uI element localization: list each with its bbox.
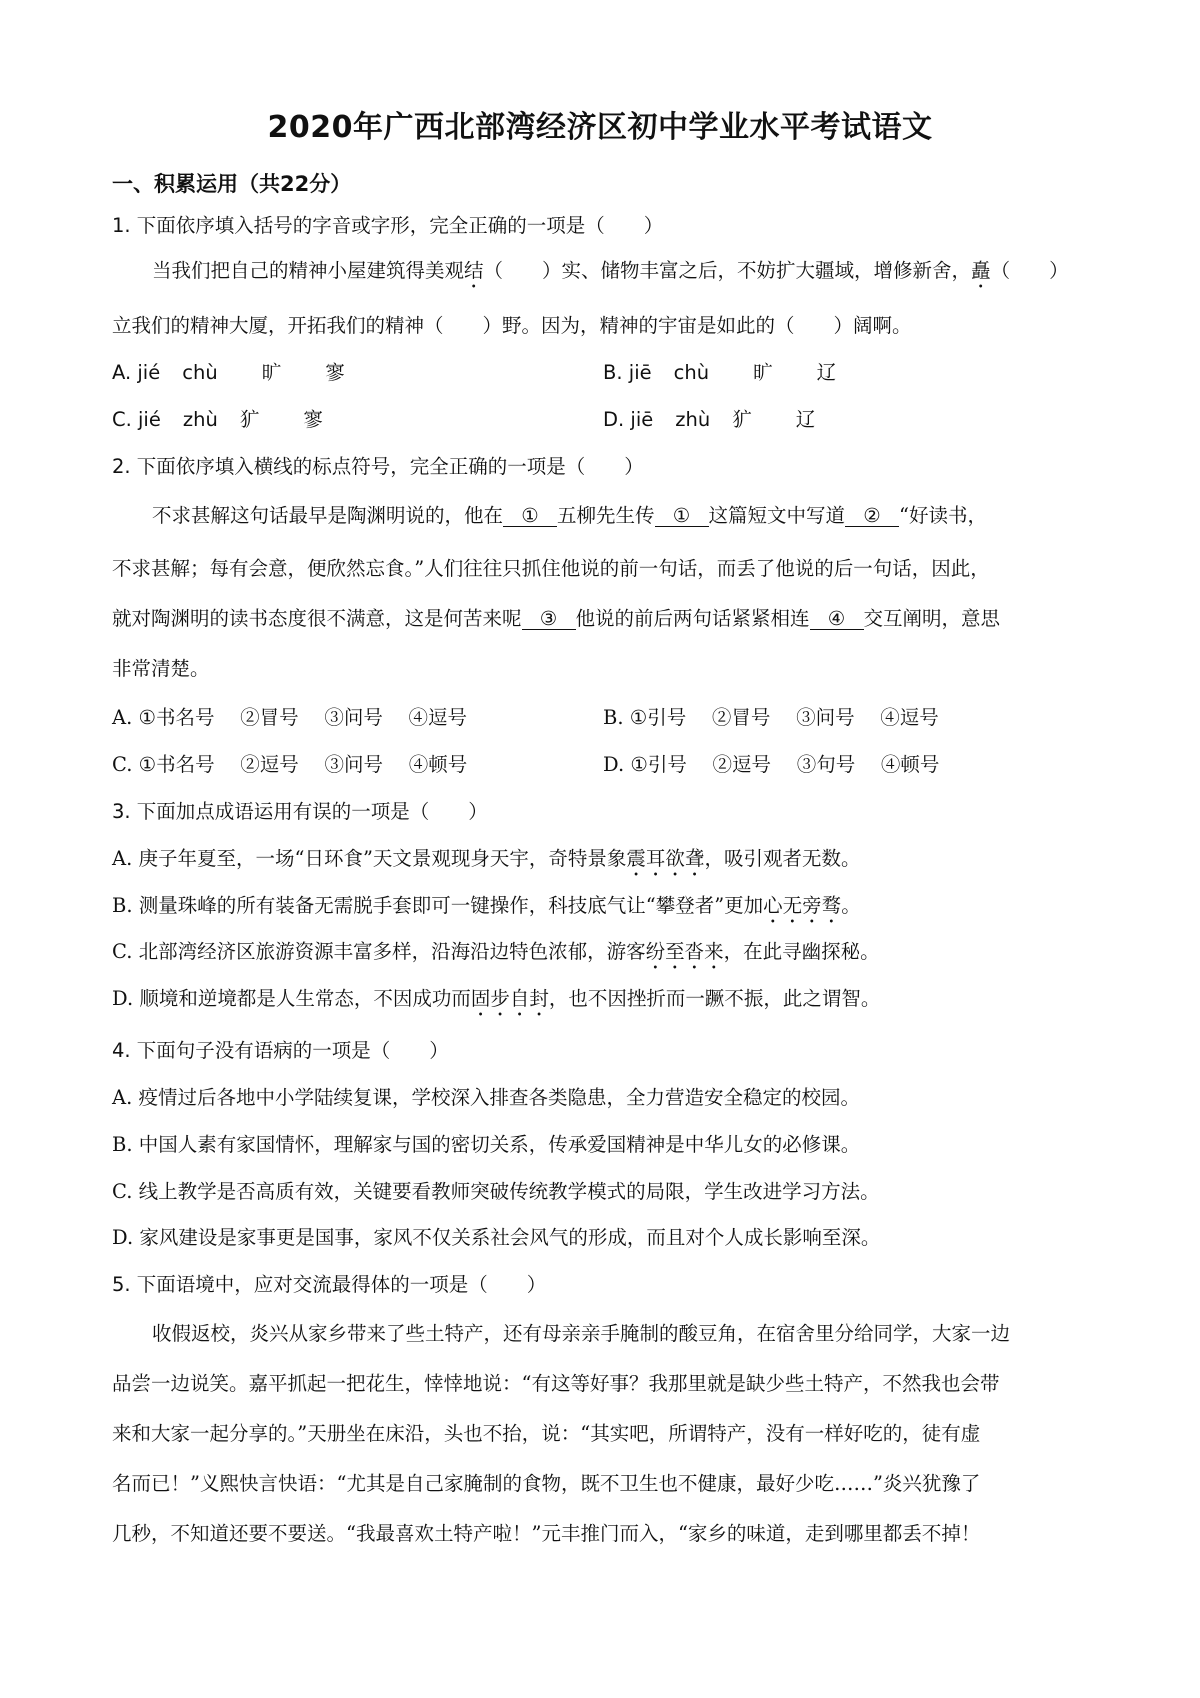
q1-option-d (603, 404, 815, 432)
dotted-idiom: 纷至沓来 (645, 940, 724, 963)
q4-stem: 4. 下面句子没有语病的一项是（ ） (112, 1039, 449, 1062)
option-text: A. 庚子年夏至，一场“日环食”天文景观现身天宇，奇特景象 (112, 847, 627, 870)
blank-1: ① (503, 505, 557, 527)
option-pinyin-2: zhù (182, 408, 218, 431)
q2-option-c: C. ①书名号 ②逗号 ③问号 ④顿号 (112, 753, 468, 776)
q1-stem: 1. 下面依序填入括号的字音或字形，完全正确的一项是（ ） (112, 214, 664, 237)
option-char-1: 旷 (753, 361, 773, 384)
q3-stem: 3. 下面加点成语运用有误的一项是（ ） (112, 800, 488, 823)
option-pinyin-1: B. jiē (603, 361, 652, 384)
q1-passage-text: （ ） (990, 259, 1069, 282)
option-text: 。 (841, 894, 861, 917)
option-pinyin-2: zhù (675, 408, 711, 431)
q1-dotted-char-2: 矗 (971, 259, 991, 282)
q3-option-b (112, 890, 861, 928)
q1-option-c (112, 404, 323, 432)
q5-stem: 5. 下面语境中，应对交流最得体的一项是（ ） (112, 1273, 547, 1296)
blank-1b: ① (655, 505, 709, 527)
q2-option-b: B. ①引号 ②冒号 ③问号 ④逗号 (603, 706, 939, 729)
q2-passage-line-1 (152, 500, 987, 528)
option-char-1: 犷 (239, 408, 260, 431)
q4-option-a: A. 疫情过后各地中小学陆续复课，学校深入排查各类隐患，全力营造安全稳定的校园。 (112, 1086, 860, 1109)
q2-option-d: D. ①引号 ②逗号 ③句号 ④顿号 (603, 753, 940, 776)
q1-passage-text: 当我们把自己的精神小屋建筑得美观 (152, 259, 465, 282)
q2-option-a: A. ①书名号 ②冒号 ③问号 ④逗号 (112, 706, 468, 729)
option-text: ，也不因挫折而一蹶不振，此之谓智。 (548, 987, 881, 1010)
option-text: ，吸引观者无数。 (704, 847, 861, 870)
q2-stem: 2. 下面依序填入横线的标点符号，完全正确的一项是（ ） (112, 455, 644, 478)
option-text: ，在此寻幽探秘。 (723, 940, 880, 963)
q2-passage-line-2: 不求甚解；每有会意，便欣然忘食。”人们往往只抓住他说的前一句话，而丢了他说的后一句话，因此， (112, 557, 990, 580)
q5-passage-line-2: 品尝一边说笑。嘉平抓起一把花生，悻悻地说：“有这等好事？我那里就是缺少些土特产，不然我也会带 (112, 1372, 1000, 1395)
q2-passage-text: 他说的前后两句话紧紧相连 (575, 607, 810, 630)
section-heading: 一、积累运用（共22分） (112, 172, 352, 196)
q1-passage-line-2: 立我们的精神大厦，开拓我们的精神（ ）野。因为，精神的宇宙是如此的（ ）阔啊。 (112, 314, 912, 337)
q1-passage-text: （ ）实、储物丰富之后，不妨扩大疆域，增修新舍， (483, 259, 972, 282)
option-pinyin-1: A. jié (112, 361, 161, 384)
q2-passage-text: “好读书， (899, 504, 988, 527)
dotted-idiom: 心无旁骛 (763, 894, 842, 917)
option-text: D. 顺境和逆境都是人生常态，不因成功而 (112, 987, 471, 1010)
q4-option-b: B. 中国人素有家国情怀，理解家与国的密切关系，传承爱国精神是中华儿女的必修课。 (112, 1133, 861, 1156)
q5-passage-line-4: 名而已！”义熙快言快语：“尤其是自己家腌制的食物，既不卫生也不健康，最好少吃……”炎兴犹豫了 (112, 1472, 981, 1495)
option-pinyin-1: D. jiē (603, 408, 654, 431)
exam-title: 2020年广西北部湾经济区初中学业水平考试语文 (267, 110, 933, 145)
option-pinyin-1: C. jié (112, 408, 161, 431)
q3-option-a (112, 843, 860, 881)
q2-passage-text: 这篇短文中写道 (708, 504, 846, 527)
option-pinyin-2: chù (673, 361, 710, 384)
q5-passage-line-5: 几秒，不知道还要不要送。“我最喜欢土特产啦！”元丰推门而入，“家乡的味道，走到哪里都丢不掉！ (112, 1522, 981, 1545)
q4-option-d: D. 家风建设是家事更是国事，家风不仅关系社会风气的形成，而且对个人成长影响至深。 (112, 1226, 881, 1249)
option-char-2: 寥 (303, 408, 323, 431)
option-pinyin-2: chù (182, 361, 218, 384)
q1-dotted-char-1: 结 (464, 259, 484, 282)
q3-option-d (112, 983, 880, 1021)
q2-passage-line-4: 非常清楚。 (112, 657, 210, 680)
q4-option-c: C. 线上教学是否高质有效，关键要看教师突破传统教学模式的局限，学生改进学习方法。 (112, 1180, 880, 1203)
option-char-1: 旷 (261, 361, 282, 384)
q2-passage-text: 交互阐明，意思 (863, 607, 1001, 630)
blank-4: ④ (810, 608, 864, 630)
q3-option-c (112, 936, 880, 974)
blank-3: ③ (522, 608, 576, 630)
q2-passage-line-3 (112, 603, 1000, 631)
option-text: B. 测量珠峰的所有装备无需脱手套即可一键操作，科技底气让“攀登者”更加 (112, 894, 764, 917)
option-char-1: 犷 (732, 408, 752, 431)
q2-passage-text: 就对陶渊明的读书态度很不满意，这是何苦来呢 (112, 607, 522, 630)
option-text: C. 北部湾经济区旅游资源丰富多样，沿海沿边特色浓郁，游客 (112, 940, 646, 963)
option-char-2: 辽 (795, 408, 816, 431)
q2-passage-text: 五柳先生传 (557, 504, 655, 527)
dotted-idiom: 震耳欲聋 (626, 847, 705, 870)
option-char-2: 寥 (325, 361, 345, 384)
option-char-2: 辽 (816, 361, 837, 384)
q2-passage-text: 不求甚解这句话最早是陶渊明说的，他在 (152, 504, 504, 527)
q1-option-b (603, 357, 836, 385)
dotted-idiom: 固步自封 (470, 987, 549, 1010)
blank-2: ② (845, 505, 899, 527)
q5-passage-line-1: 收假返校，炎兴从家乡带来了些土特产，还有母亲亲手腌制的酸豆角，在宿舍里分给同学，大家一边 (152, 1322, 1011, 1345)
q5-passage-line-3: 来和大家一起分享的。”天册坐在床沿，头也不抬，说：“其实吧，所谓特产，没有一样好吃的，徒有虚 (112, 1422, 981, 1445)
q1-passage-line-1 (152, 255, 1069, 293)
q1-option-a (112, 357, 345, 385)
